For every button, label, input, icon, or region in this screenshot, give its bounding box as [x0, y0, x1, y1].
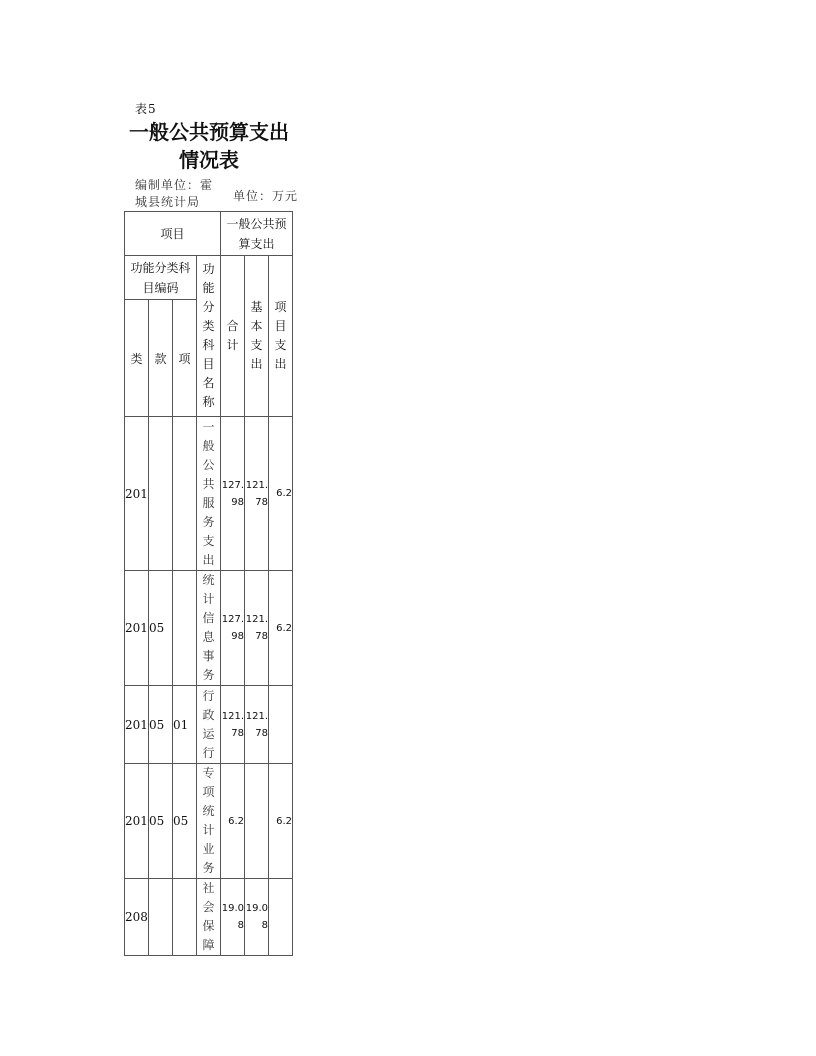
vertical-text: 基 本 支 出	[250, 300, 263, 371]
cell-section	[149, 417, 173, 571]
header-section: 款	[149, 300, 173, 417]
cell-total: 19.08	[221, 879, 245, 956]
table-number: 表5	[135, 102, 157, 116]
header-name	[197, 256, 221, 417]
cell-item: 05	[173, 764, 197, 879]
budget-table	[124, 211, 293, 956]
header-item-code: 项	[173, 300, 197, 417]
cell-project: 6.2	[269, 417, 293, 571]
cell-project: 6.2	[269, 764, 293, 879]
cell-section	[149, 879, 173, 956]
page-title: 一般公共预算支出情况表	[129, 120, 289, 172]
cell-item	[173, 571, 197, 686]
vertical-text: 行 政 运 行	[202, 688, 215, 760]
table-row	[125, 764, 293, 879]
vertical-text: 社 会 保 障	[202, 881, 215, 952]
cell-basic: 121.78	[245, 417, 269, 571]
cell-name	[197, 417, 221, 571]
table-row	[125, 417, 293, 571]
cell-basic: 19.08	[245, 879, 269, 956]
cell-basic	[245, 764, 269, 879]
header-basic	[245, 256, 269, 417]
vertical-text: 专 项 统 计 业 务	[202, 766, 215, 875]
header-class: 类	[125, 300, 149, 417]
cell-class: 201	[125, 571, 149, 686]
cell-total: 121.78	[221, 686, 245, 764]
cell-project	[269, 686, 293, 764]
header-item: 项目	[125, 212, 221, 256]
cell-name	[197, 764, 221, 879]
header-project	[269, 256, 293, 417]
cell-section: 05	[149, 686, 173, 764]
vertical-text: 一 般 公 共 服 务 支 出	[202, 419, 215, 567]
cell-basic: 121.78	[245, 686, 269, 764]
cell-item	[173, 417, 197, 571]
cell-project	[269, 879, 293, 956]
cell-item	[173, 879, 197, 956]
header-gpb-expense: 一般公共预算支出	[221, 212, 293, 256]
cell-name	[197, 879, 221, 956]
header-total	[221, 256, 245, 417]
cell-section: 05	[149, 764, 173, 879]
currency-unit: 单位：万元	[233, 189, 299, 203]
table-row	[125, 571, 293, 686]
cell-project: 6.2	[269, 571, 293, 686]
table-row	[125, 879, 293, 956]
cell-section: 05	[149, 571, 173, 686]
header-code-group: 功能分类科目编码	[125, 256, 197, 300]
cell-name	[197, 686, 221, 764]
cell-class: 201	[125, 417, 149, 571]
table-row	[125, 686, 293, 764]
vertical-text: 统 计 信 息 事 务	[202, 573, 215, 682]
vertical-text: 项 目 支 出	[274, 300, 287, 371]
vertical-text: 功 能 分 类 科 目 名 称	[202, 262, 215, 409]
cell-item: 01	[173, 686, 197, 764]
cell-class: 208	[125, 879, 149, 956]
cell-class: 201	[125, 686, 149, 764]
vertical-text: 合 计	[226, 319, 239, 352]
compiling-unit: 编制单位：霍城县统计局	[135, 178, 214, 209]
cell-basic: 121.78	[245, 571, 269, 686]
cell-total: 127.98	[221, 571, 245, 686]
cell-total: 127.98	[221, 417, 245, 571]
cell-name	[197, 571, 221, 686]
cell-class: 201	[125, 764, 149, 879]
cell-total: 6.2	[221, 764, 245, 879]
